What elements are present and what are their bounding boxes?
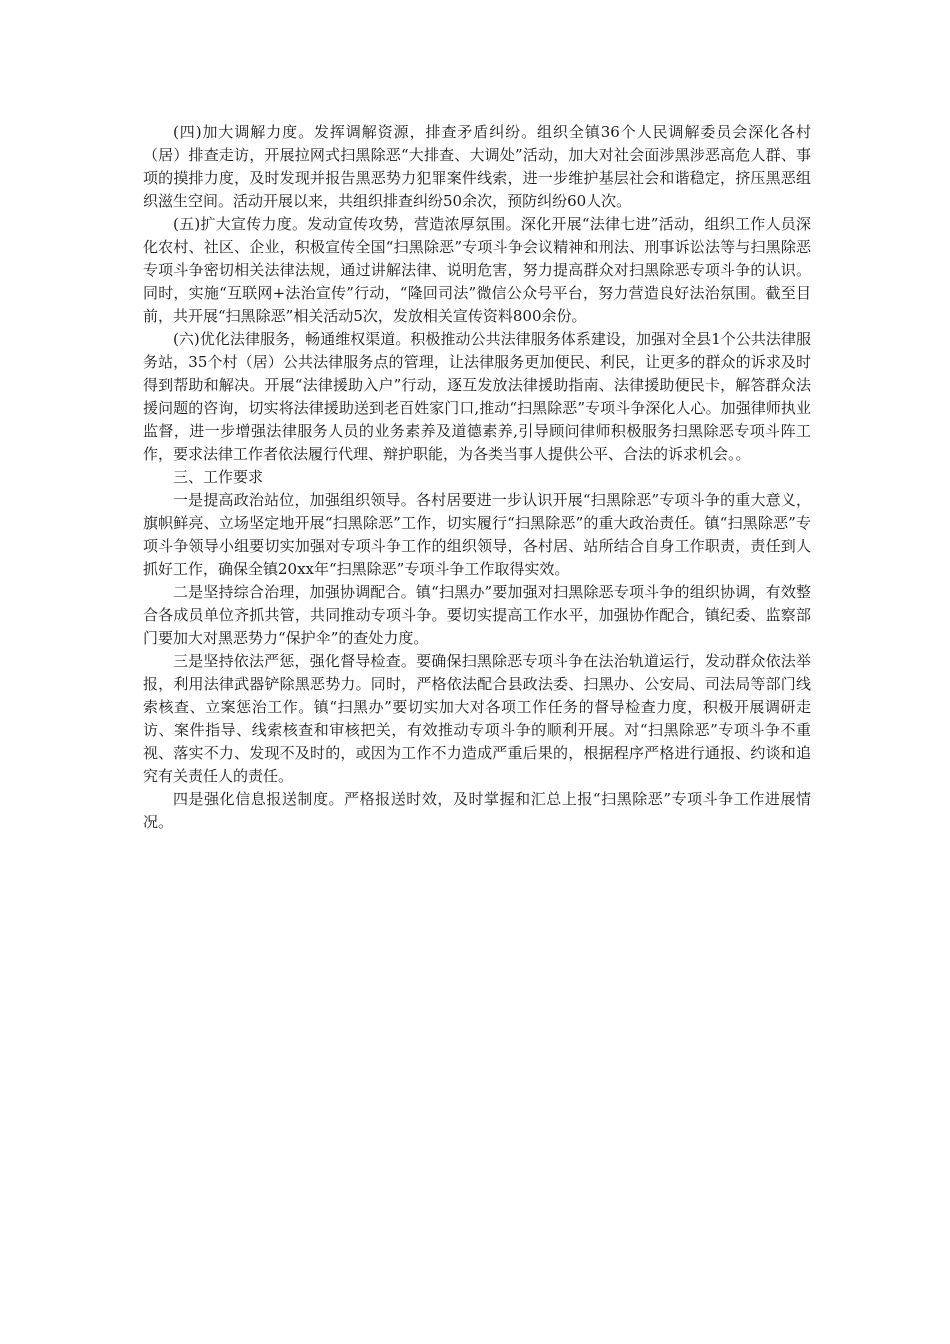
- paragraph-requirement-3: 三是坚持依法严惩，强化督导检查。要确保扫黑除恶专项斗争在法治轨道运行，发动群众依法举报，利用法律武器铲除黑恶势力。同时，严格依法配合县政法委、扫黑办、公安局、司法局等部门线索核查、立案惩治工作。镇“扫黑办”要切实加大对各项工作任务的督导检查力度，积极开展调研走访、案件指导、线索核查和审核把关，有效推动专项斗争的顺利开展。对“扫黑除恶”专项斗争不重视、落实不力、发现不及时的，或因为工作不力造成严重后果的，根据程序严格进行通报、约谈和追究有关责任人的责任。: [143, 652, 811, 785]
- paragraph-requirement-1: 一是提高政治站位，加强组织领导。各村居要进一步认识开展“扫黑除恶”专项斗争的重大意义，旗帜鲜亮、立场坚定地开展“扫黑除恶”工作，切实履行“扫黑除恶”的重大政治责任。镇“扫黑除恶”专项斗争领导小组要切实加强对专项斗争工作的组织领导，各村居、站所结合自身工作职责，责任到人抓好工作，确保全镇20xx年“扫黑除恶”专项斗争工作取得实效。: [143, 491, 811, 578]
- paragraph-requirement-2: 二是坚持综合治理，加强协调配合。镇“扫黑办”要加强对扫黑除恶专项斗争的组织协调，有效整合各成员单位齐抓共管，共同推动专项斗争。要切实提高工作水平，加强协作配合，镇纪委、监察部门要加大对黑恶势力“保护伞”的查处力度。: [143, 583, 811, 647]
- paragraph-legal-service: (六)优化法律服务，畅通维权渠道。积极推动公共法律服务体系建设，加强对全县1个公共法律服务站，35个村（居）公共法律服务点的管理，让法律服务更加便民、利民，让更多的群众的诉求及时得到帮助和解决。开展“法律援助入户”行动，逐互发放法律援助指南、法律援助便民卡，解答群众法援问题的咨询，切实将法律援助送到老百姓家门口,推动“扫黑除恶”专项斗争深化人心。加强律师执业监督，进一步增强法律服务人员的业务素养及道德素养,引导顾问律师积极服务扫黑除恶专项斗阵工作，要求法律工作者依法履行代理、辩护职能，为各类当事人提供公平、合法的诉求机会。。: [143, 330, 811, 463]
- document-body: [143, 121, 811, 834]
- paragraph-mediation: (四)加大调解力度。发挥调解资源，排查矛盾纠纷。组织全镇36个人民调解委员会深化各村（居）排查走访，开展拉网式扫黑除恶“大排查、大调处”活动，加大对社会面涉黑涉恶高危人群、事项的摸排力度，及时发现并报告黑恶势力犯罪案件线索，进一步维护基层社会和谐稳定，挤压黑恶组织滋生空间。活动开展以来，共组织排查纠纷50余次，预防纠纷60人次。: [143, 123, 811, 210]
- paragraph-requirement-4: 四是强化信息报送制度。严格报送时效，及时掌握和汇总上报“扫黑除恶”专项斗争工作进展情况。: [143, 790, 811, 831]
- paragraph-publicity: (五)扩大宣传力度。发动宣传攻势，营造浓厚氛围。深化开展“法律七进”活动，组织工作人员深化农村、社区、企业，积极宣传全国“扫黑除恶”专项斗争会议精神和刑法、刑事诉讼法等与扫黑除恶专项斗争密切相关法律法规，通过讲解法律、说明危害，努力提高群众对扫黑除恶专项斗争的认识。同时，实施“互联网+法治宣传”行动，“隆回司法”微信公众号平台，努力营造良好法治氛围。截至目前，共开展“扫黑除恶”相关活动5次，发放相关宣传资料800余份。: [143, 215, 811, 325]
- section-heading-work-requirements: 三、工作要求: [173, 468, 264, 486]
